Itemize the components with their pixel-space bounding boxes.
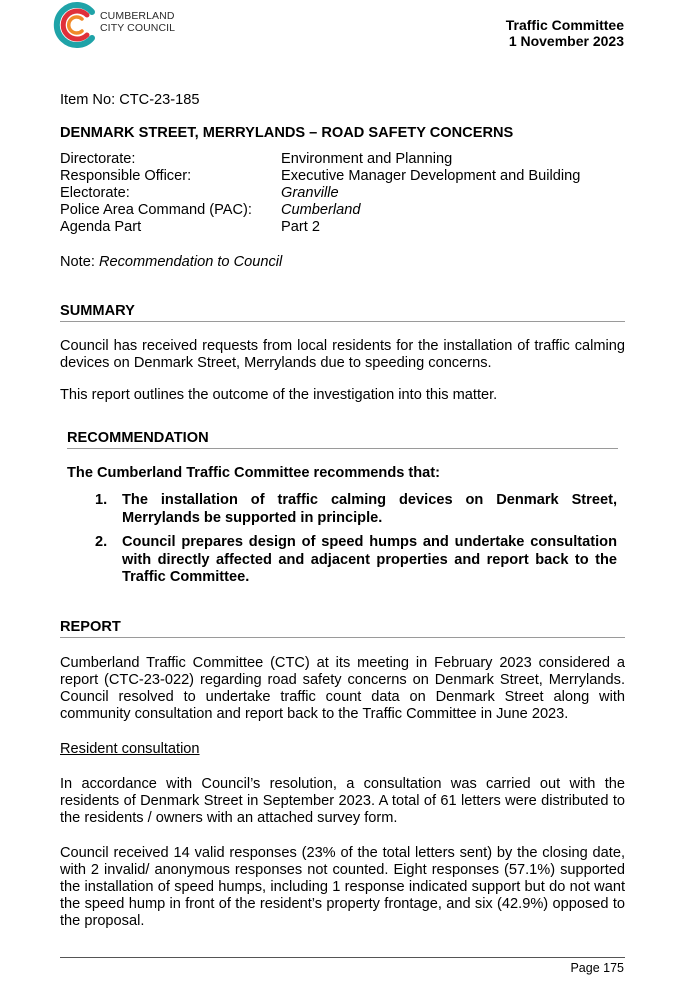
details-value-electorate: Granville bbox=[281, 185, 339, 201]
note-value: Recommendation to Council bbox=[98, 254, 283, 270]
meeting-header bbox=[506, 17, 624, 49]
report-paragraph-3: Council received 14 valid responses (23% of the total letters sent) by the closing date, with 2 invalid/ anonymous responses not counted. Eight responses (57.1%) supported the installation of speed humps, including 1 response indicated support but do not want the speed hump in front of the resident’s property frontage, and six (42.9%) opposed to the proposal. bbox=[60, 845, 625, 929]
page-number: Page 175 bbox=[570, 961, 624, 975]
item-number: Item No: CTC-23-185 bbox=[60, 92, 200, 108]
details-value-directorate: Environment and Planning bbox=[281, 151, 453, 167]
recommendation-item-1: The installation of traffic calming devices on Denmark Street, Merrylands be supported in principle. bbox=[122, 492, 617, 526]
meeting-name: Traffic Committee bbox=[505, 17, 624, 33]
summary-paragraph-2: This report outlines the outcome of the investigation into this matter. bbox=[60, 387, 498, 403]
details-label-electorate: Electorate: bbox=[60, 185, 130, 201]
footer-divider bbox=[60, 957, 625, 958]
report-heading: REPORT bbox=[60, 619, 625, 638]
summary-heading: SUMMARY bbox=[60, 303, 625, 322]
recommendation-item-2: Council prepares design of speed humps and undertake consultation with directly affected and adjacent properties and report back to the Traffic Committee. bbox=[122, 534, 617, 585]
details-label-directorate: Directorate: bbox=[60, 151, 136, 167]
recommendation-heading: RECOMMENDATION bbox=[67, 430, 618, 449]
report-paragraph-2: In accordance with Council’s resolution, a consultation was carried out with the residents of Denmark Street in September 2023. A total of 61 letters were distributed to the residents / owners with an attached survey form. bbox=[60, 776, 625, 826]
note-label: Note: bbox=[60, 254, 99, 270]
details-label-agenda: Agenda Part bbox=[60, 219, 142, 235]
meeting-date: 1 November 2023 bbox=[508, 33, 624, 49]
report-paragraph-1: Cumberland Traffic Committee (CTC) at its meeting in February 2023 considered a report (CTC-23-022) regarding road safety concerns on Denmark Street, Merrylands. Council resolved to undertake traffic count data on Denmark Street along with community consultation and report back to the Traffic Committee in June 2023. bbox=[60, 655, 625, 722]
recommendation-intro: The Cumberland Traffic Committee recommends that: bbox=[67, 465, 441, 481]
logo-text bbox=[100, 10, 175, 34]
recommendation-number-2: 2. bbox=[95, 534, 108, 550]
details-label-officer: Responsible Officer: bbox=[60, 168, 192, 184]
note bbox=[60, 254, 625, 271]
details-label-pac: Police Area Command (PAC): bbox=[60, 202, 252, 218]
org-line2: CITY COUNCIL bbox=[100, 22, 176, 34]
details-value-pac: Cumberland bbox=[281, 202, 361, 218]
page-title: DENMARK STREET, MERRYLANDS – ROAD SAFETY CONCERNS bbox=[60, 125, 514, 141]
details-value-officer: Executive Manager Development and Building bbox=[281, 168, 581, 184]
org-line1: CUMBERLAND bbox=[100, 10, 175, 22]
resident-consultation-subheading: Resident consultation bbox=[60, 741, 200, 757]
details-value-agenda: Part 2 bbox=[281, 219, 320, 235]
summary-paragraph-1: Council has received requests from local residents for the installation of traffic calming devices on Denmark Street, Merrylands due to speeding concerns. bbox=[60, 338, 625, 371]
recommendation-number-1: 1. bbox=[95, 492, 108, 508]
